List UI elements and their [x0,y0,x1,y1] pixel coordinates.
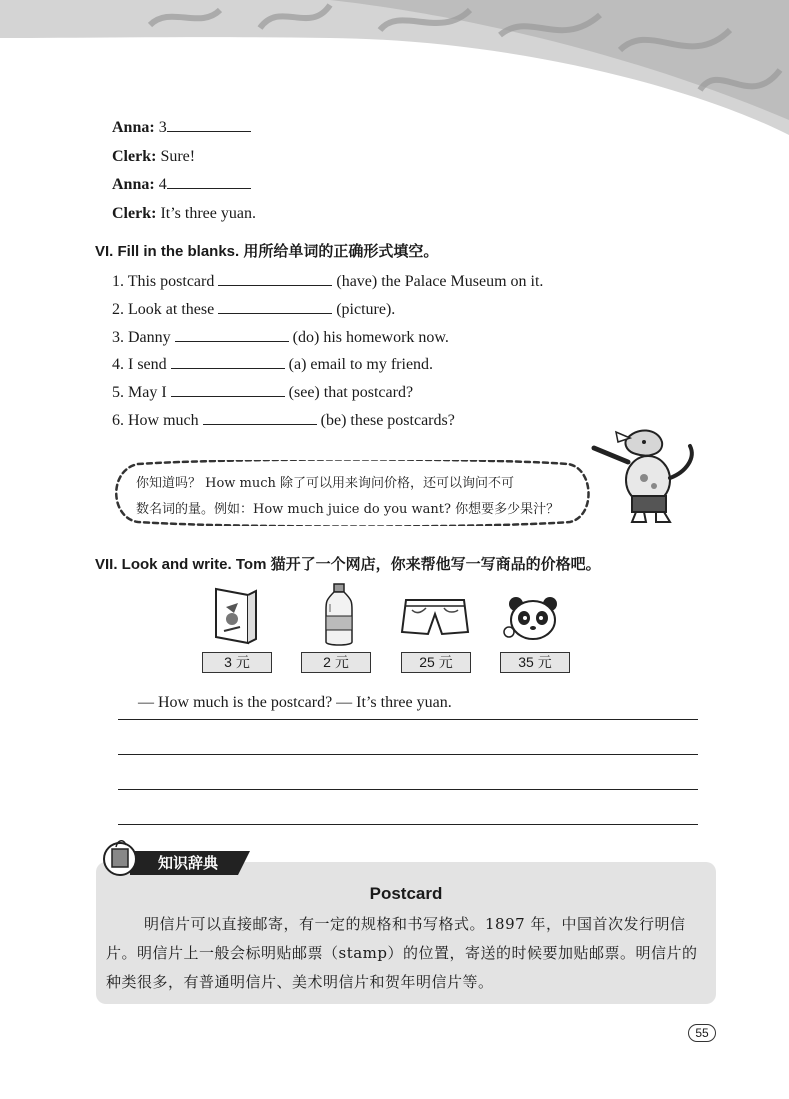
example-sentence: — How much is the postcard? — It’s three yuan. [138,694,452,711]
shorts-icon [400,596,470,638]
writing-line[interactable] [118,824,698,825]
knowledge-title: Postcard [369,884,443,903]
price-label: 3 元 [202,652,272,673]
answer-blank[interactable] [218,270,332,286]
dialog-line: Anna: 3 [112,114,256,143]
price-label: 25 元 [401,652,471,673]
dialog-line: Clerk: Sure! [112,147,196,165]
postcard-icon [212,585,262,647]
list-item: 1. This postcard (have) the Palace Museum on it. [112,268,543,296]
panda-toy-icon [502,596,564,642]
answer-blank[interactable] [171,353,285,369]
knowledge-tag-label: 知识辞典 [158,854,219,872]
answer-blank[interactable] [171,381,285,397]
answer-blank[interactable] [175,326,289,342]
dinosaur-mascot-icon [586,418,706,528]
answer-blank[interactable] [167,173,251,189]
answer-blank[interactable] [203,409,317,425]
page-number: 55 [688,1024,716,1042]
list-item: 6. How much (be) these postcards? [112,407,543,435]
dialog-line: Clerk: It’s three yuan. [112,204,256,222]
answer-blank[interactable] [167,116,251,132]
price-label: 2 元 [301,652,371,673]
bottle-icon [322,582,356,648]
section-6-title: VI. Fill in the blanks. 用所给单词的正确形式填空。 [95,242,439,260]
dialog-line: Anna: 4 [112,171,256,200]
answer-blank[interactable] [218,298,332,314]
knowledge-text: 明信片可以直接邮寄，有一定的规格和书写格式。1897 年，中国首次发行明信片。明信片上一般会标明贴邮票（stamp）的位置，寄送的时候要加贴邮票。明信片的种类很多，有普通明信片、美术明信片和贺年明信片等。 [106,915,698,991]
list-item: 4. I send (a) email to my friend. [112,351,543,379]
fill-in-list [112,268,543,435]
list-item: 2. Look at these (picture). [112,296,543,324]
tip-text: 你知道吗？ How much 除了可以用来询问价格，还可以询问不可 数名词的量。例如：How much juice do you want? 你想要多少果汁？ [136,476,560,517]
writing-line[interactable] [118,719,698,720]
price-label: 35 元 [500,652,570,673]
list-item: 3. Danny (do) his homework now. [112,324,543,352]
list-item: 5. May I (see) that postcard? [112,379,543,407]
writing-line[interactable] [118,789,698,790]
writing-line[interactable] [118,754,698,755]
section-7-title: VII. Look and write. Tom 猫开了一个网店，你来帮他写一写商品的价格吧。 [95,555,601,573]
dialog [112,114,256,228]
